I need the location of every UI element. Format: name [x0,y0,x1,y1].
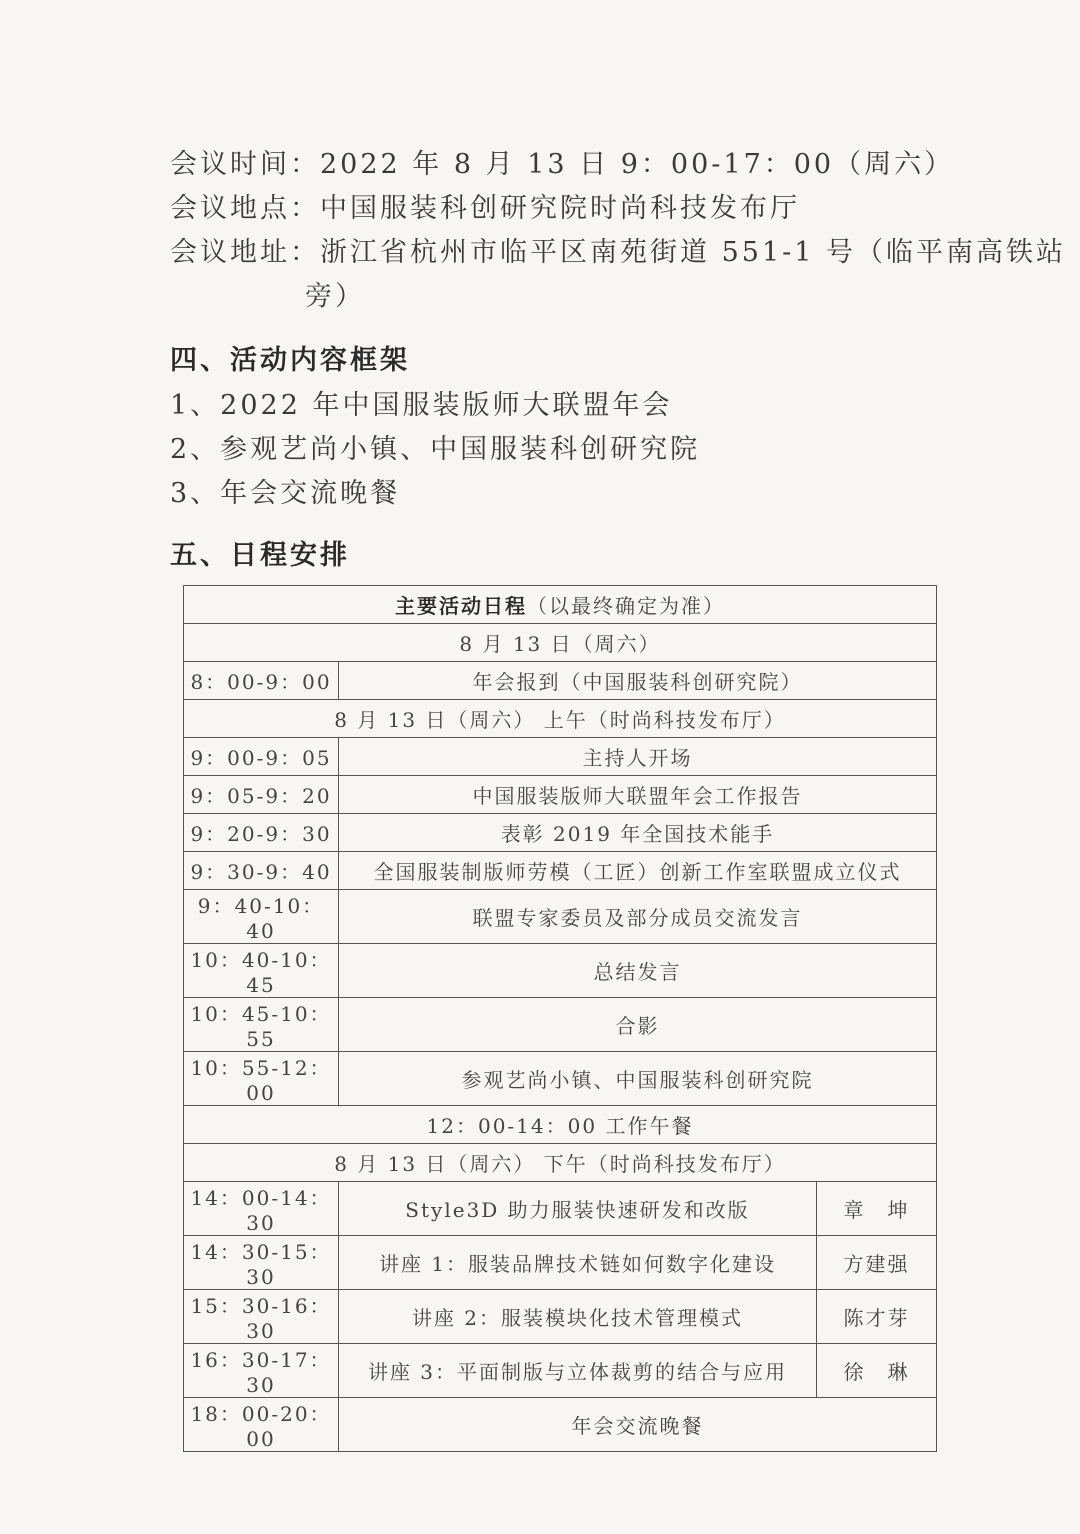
schedule-caption [184,586,937,624]
time-cell: 9：20-9：30 [184,814,339,852]
meeting-time-line [170,142,954,181]
table-row [184,624,937,662]
morning-header: 8 月 13 日（周六） 上午（时尚科技发布厅） [184,700,937,738]
time-cell: 9：30-9：40 [184,852,339,890]
list-item: 2、参观艺尚小镇、中国服装科创研究院 [170,434,701,465]
table-row [184,998,937,1052]
meeting-place-label: 会议地点： [170,193,320,224]
table-row [184,1144,937,1182]
schedule-table [183,585,937,1452]
meeting-time-label: 会议时间： [170,149,320,180]
meeting-address-label: 会议地址： [170,237,320,268]
activity-cell: 讲座 3：平面制版与立体裁剪的结合与应用 [339,1344,817,1398]
meeting-place-line [170,186,800,225]
table-row [184,586,937,624]
table-row [184,1052,937,1106]
table-row [184,776,937,814]
activity-cell: 讲座 2：服装模块化技术管理模式 [339,1290,817,1344]
speaker-cell: 方建强 [817,1236,937,1290]
time-cell: 15：30-16：30 [184,1290,339,1344]
meeting-time-value: 2022 年 8 月 13 日 9：00-17：00（周六） [320,149,955,180]
time-cell: 10：45-10：55 [184,998,339,1052]
list-item: 1、2022 年中国服装版师大联盟年会 [170,390,673,421]
time-cell: 10：55-12：00 [184,1052,339,1106]
schedule-date-row: 8 月 13 日（周六） [184,624,937,662]
activity-cell: 年会交流晚餐 [339,1398,937,1452]
table-row [184,1290,937,1344]
activity-cell: 全国服装制版师劳模（工匠）创新工作室联盟成立仪式 [339,852,937,890]
table-row [184,1182,937,1236]
schedule-caption-title: 主要活动日程 [395,594,527,618]
time-cell: 16：30-17：30 [184,1344,339,1398]
speaker-cell: 陈才芽 [817,1290,937,1344]
activity-cell: 讲座 1：服装品牌技术链如何数字化建设 [339,1236,817,1290]
section4-title: 四、活动内容框架 [170,345,410,376]
time-cell: 9：05-9：20 [184,776,339,814]
activity-cell: 总结发言 [339,944,937,998]
table-row [184,944,937,998]
table-row [184,1236,937,1290]
schedule-caption-note: （以最终确定为准） [527,594,725,618]
activity-cell: 合影 [339,998,937,1052]
table-row [184,700,937,738]
afternoon-header: 8 月 13 日（周六） 下午（时尚科技发布厅） [184,1144,937,1182]
section5-title: 五、日程安排 [170,540,350,571]
meeting-address-continuation: 旁） [305,281,365,312]
speaker-cell: 徐 琳 [817,1344,937,1398]
time-cell: 8：00-9：00 [184,662,339,700]
meeting-address-value: 浙江省杭州市临平区南苑街道 551-1 号（临平南高铁站 [320,237,1066,268]
time-cell: 14：30-15：30 [184,1236,339,1290]
list-item: 3、年会交流晚餐 [170,478,401,509]
table-row [184,852,937,890]
time-cell: 14：00-14：30 [184,1182,339,1236]
table-row [184,662,937,700]
activity-cell: 参观艺尚小镇、中国服装科创研究院 [339,1052,937,1106]
activity-cell: 联盟专家委员及部分成员交流发言 [339,890,937,944]
time-cell: 9：00-9：05 [184,738,339,776]
activity-cell: 主持人开场 [339,738,937,776]
lunch-row: 12：00-14：00 工作午餐 [184,1106,937,1144]
time-cell: 18：00-20：00 [184,1398,339,1452]
activity-cell: Style3D 助力服装快速研发和改版 [339,1182,817,1236]
time-cell: 9：40-10：40 [184,890,339,944]
table-row [184,738,937,776]
table-row [184,1344,937,1398]
table-row [184,1106,937,1144]
table-row [184,1398,937,1452]
activity-cell: 中国服装版师大联盟年会工作报告 [339,776,937,814]
activity-cell: 年会报到（中国服装科创研究院） [339,662,937,700]
time-cell: 10：40-10：45 [184,944,339,998]
table-row [184,814,937,852]
speaker-cell: 章 坤 [817,1182,937,1236]
table-row [184,890,937,944]
meeting-place-value: 中国服装科创研究院时尚科技发布厅 [320,193,800,224]
activity-cell: 表彰 2019 年全国技术能手 [339,814,937,852]
meeting-address-line [170,230,1066,269]
